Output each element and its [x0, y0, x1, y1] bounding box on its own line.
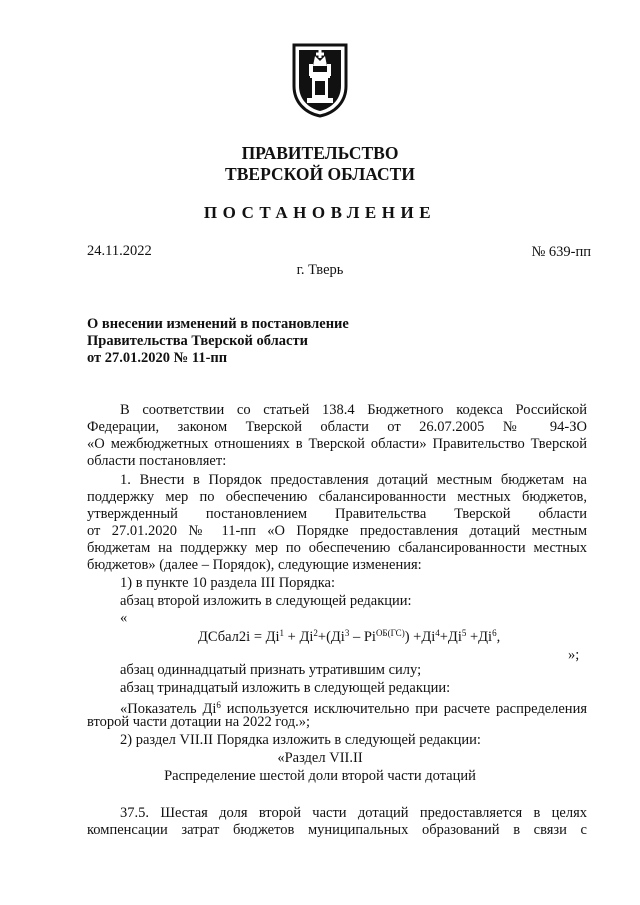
- item-1a-text: абзац второй изложить в следующей редакции:: [120, 593, 412, 609]
- paragraph-2-line2: поддержку мер по обеспечению сбалансированности местных бюджетов,: [87, 489, 587, 505]
- section-title: «Раздел VII.II: [277, 750, 363, 766]
- paragraph-2-line6: бюджетов» (далее – Порядок), следующие изменения:: [87, 557, 422, 573]
- document-date: 24.11.2022: [87, 243, 152, 259]
- opening-quote: «: [120, 610, 128, 626]
- item-1b-text: абзац одиннадцатый признать утратившим силу;: [120, 662, 422, 678]
- paragraph-2-line1: 1. Внести в Порядок предоставления дотаций местным бюджетам на: [120, 472, 587, 488]
- document-city: г. Тверь: [296, 262, 344, 278]
- government-name-line1: ПРАВИТЕЛЬСТВО: [241, 143, 399, 163]
- paragraph-37-5-line2: компенсации затрат бюджетов муниципальных образований в связи с: [87, 822, 587, 838]
- item-1c-quote-line1: «Показатель $Дi^6$ используется исключительно при расчете распределения: [120, 700, 587, 717]
- subject-line3: от 27.01.2020 № 11-пп: [87, 350, 228, 366]
- paragraph-1-line3: «О межбюджетных отношениях в Тверской области» Правительство Тверской: [87, 436, 587, 452]
- tver-coat-of-arms-emblem: [291, 42, 349, 118]
- government-name-line2: ТВЕРСКОЙ ОБЛАСТИ: [225, 164, 415, 184]
- paragraph-37-5-line1: 37.5. Шестая доля второй части дотаций предоставляется в целях: [120, 805, 587, 821]
- item-1c-quote-line1a: «Показатель Дi: [120, 701, 217, 717]
- dsbal2i-formula: ДСбал2i = $Дi^1 + Дi^2+(Дi^3 - Рi^{ОБ(ГС)}) +Дi^4+Дi^5 +Дi^6$,: [198, 628, 501, 645]
- item-2-text: 2) раздел VII.II Порядка изложить в следующей редакции:: [120, 732, 481, 748]
- item-1c-quote-line2: второй части дотации на 2022 год.»;: [87, 714, 311, 730]
- document-number: № 639-пп: [531, 244, 591, 260]
- document-type-title: ПОСТАНОВЛЕНИЕ: [203, 203, 437, 222]
- paragraph-1-line1: В соответствии со статьей 138.4 Бюджетного кодекса Российской: [120, 402, 587, 418]
- item-1-text: 1) в пункте 10 раздела III Порядка:: [120, 575, 336, 591]
- closing-quote: »;: [568, 647, 580, 663]
- paragraph-2-line4: от 27.01.2020 № 11-пп «О Порядке предоставления дотаций местным: [87, 523, 587, 539]
- subject-line1: О внесении изменений в постановление: [87, 316, 349, 332]
- section-subtitle: Распределение шестой доли второй части дотаций: [164, 768, 476, 784]
- item-1c-quote-line1b: используется исключительно при расчете распределения: [220, 701, 587, 717]
- paragraph-2-line5: бюджетам на поддержку мер по обеспечению сбалансированности местных: [87, 540, 587, 556]
- paragraph-1-line2: Федерации, законом Тверской области от 26.07.2005 № 94-ЗО: [87, 419, 587, 435]
- item-1c-text: абзац тринадцатый изложить в следующей редакции:: [120, 680, 451, 696]
- paragraph-1-line4: области постановляет:: [87, 453, 227, 469]
- subject-line2: Правительства Тверской области: [87, 333, 308, 349]
- paragraph-2-line3: утвержденный постановлением Правительства Тверской области: [87, 506, 587, 522]
- formula-prefix: ДСбал2i = Дi: [198, 629, 280, 645]
